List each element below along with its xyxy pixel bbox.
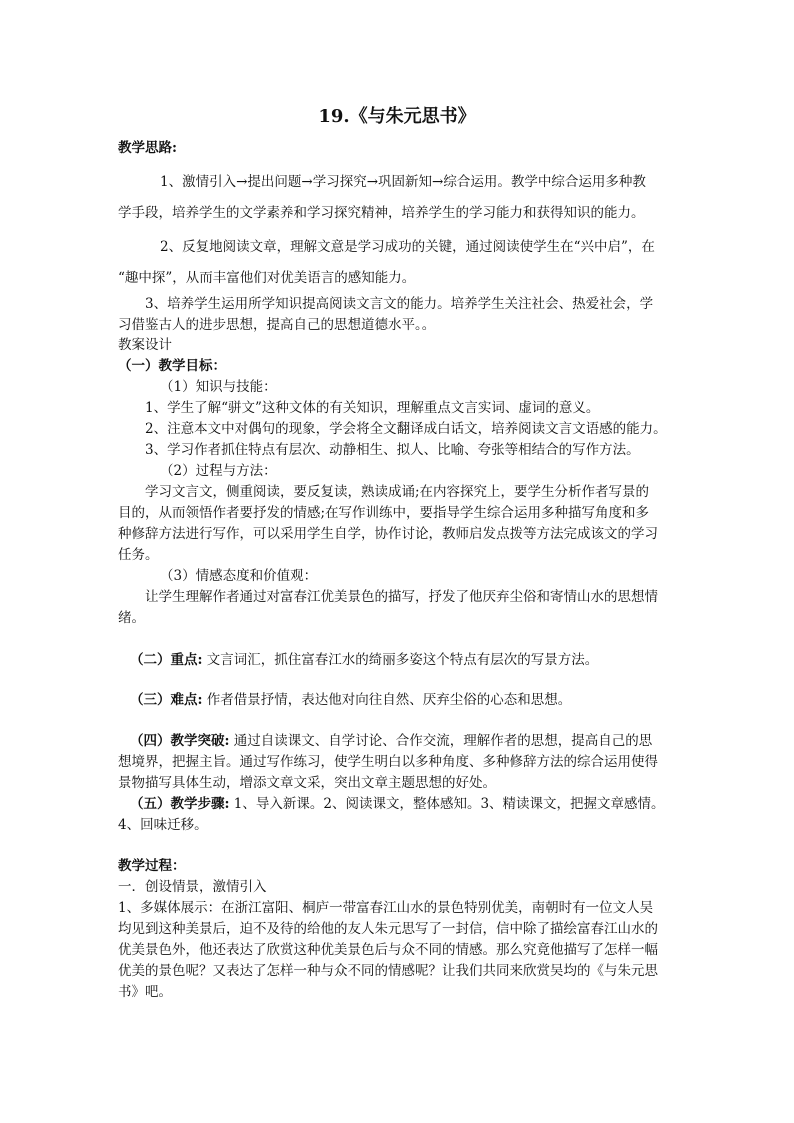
paragraph-3-line-2: 习借鉴古人的进步思想，提高自己的思想道德水平。。 xyxy=(118,317,436,333)
key-point xyxy=(130,650,690,670)
difficulty-text: 作者借景抒情，表达他对向往自然、厌弃尘俗的心态和思想。 xyxy=(202,692,572,708)
emotion-line-1: 让学生理解作者通过对富春江优美景色的描写，抒发了他厌弃尘俗和寄情山水的思想情 xyxy=(145,589,658,605)
design-heading: 教案设计 xyxy=(118,337,172,353)
breakthrough-line-2: 想境界，把握主旨。通过写作练习，使学生明白以多种角度、多种修辞方法的综合运用使得 xyxy=(118,754,658,770)
process-line-2: 目的，从而领悟作者要抒发的情感;在写作训练中，要指导学生综合运用多种描写角度和多 xyxy=(118,505,650,521)
knowledge-heading: （1）知识与技能： xyxy=(160,379,277,395)
teaching-process-heading: 教学过程： xyxy=(118,858,186,874)
multimedia-line-1: 1、多媒体展示：在浙江富阳、桐庐一带富春江山水的景色特别优美，南朝时有一位文人吴 xyxy=(118,900,654,916)
breakthrough-label: （四）教学突破: xyxy=(130,733,230,749)
knowledge-item-2: 2、注意本文中对偶句的现象，学会将全文翻译成白话文，培养阅读文言文语感的能力。 xyxy=(145,421,667,437)
paragraph-2-line-1: 2、反复地阅读文章，理解文意是学习成功的关键，通过阅读使学生在“兴中启”，在 xyxy=(160,239,655,255)
document-title: 19.《与朱元思书》 xyxy=(318,106,476,127)
process-heading: （2）过程与方法： xyxy=(160,463,277,479)
multimedia-line-5: 书》吧。 xyxy=(118,984,172,1000)
difficulty-point xyxy=(130,690,690,710)
multimedia-line-4: 优美的景色呢？又表达了怎样一种与众不同的情感呢？让我们共同来欣赏吴均的《与朱元思 xyxy=(118,963,658,979)
steps-line-2: 4、回味迁移。 xyxy=(118,817,208,833)
paragraph-1-line-1: 1、激情引入→提出问题→学习探究→巩固新知→综合运用。教学中综合运用多种教 xyxy=(160,174,646,190)
breakthrough-text: 通过自读课文、自学讨论、合作交流，理解作者的思想，提高自己的思 xyxy=(229,733,653,749)
emotion-line-2: 绪。 xyxy=(118,610,145,626)
knowledge-item-1: 1、学生了解“骈文”这种文体的有关知识，理解重点文言实词、虚词的意义。 xyxy=(145,400,600,416)
paragraph-3-line-1: 3、培养学生运用所学知识提高阅读文言文的能力。培养学生关注社会、热爱社会，学 xyxy=(145,296,654,312)
steps-text: 1、导入新课。2、阅读课文，整体感知。3、精读课文，把握文章感情。 xyxy=(229,796,665,812)
breakthrough-line-3: 景物描写具体生动，增添文章文采，突出文章主题思想的好处。 xyxy=(118,775,496,791)
steps-line-1 xyxy=(130,794,690,814)
thinking-heading: 教学思路: xyxy=(118,140,177,156)
knowledge-item-3: 3、学习作者抓住特点有层次、动静相生、拟人、比喻、夸张等相结合的写作方法。 xyxy=(145,442,640,458)
paragraph-1-line-2: 学手段，培养学生的文学素养和学习探究精神，培养学生的学习能力和获得知识的能力。 xyxy=(118,205,645,221)
paragraph-2-line-2: “趣中探”，从而丰富他们对优美语言的感知能力。 xyxy=(118,270,416,286)
difficulty-label: （三）难点: xyxy=(130,692,203,708)
multimedia-line-3: 优美景色外，他还表达了欣赏这种优美景色后与众不同的情感。那么究竟他描写了怎样一幅 xyxy=(118,942,658,958)
key-point-label: （二）重点: xyxy=(130,652,203,668)
steps-label: （五）教学步骤: xyxy=(130,796,230,812)
key-point-text: 文言词汇，抓住富春江水的绮丽多姿这个特点有层次的写景方法。 xyxy=(202,652,599,668)
process-line-4: 任务。 xyxy=(118,547,159,563)
process-line-3: 种修辞方法进行写作，可以采用学生自学，协作讨论，教师启发点拨等方法完成该文的学习 xyxy=(118,526,658,542)
goals-heading: （一）教学目标： xyxy=(118,358,226,374)
emotion-heading: （3）情感态度和价值观： xyxy=(160,568,318,584)
process-line-1: 学习文言文，侧重阅读，要反复读，熟读成诵;在内容探究上，要学生分析作者写景的 xyxy=(145,484,650,500)
section-1-heading: 一．创设情景，激情引入 xyxy=(118,879,267,895)
breakthrough-line-1 xyxy=(130,731,690,751)
multimedia-line-2: 均见到这种美景后，迫不及待的给他的友人朱元思写了一封信，信中除了描绘富春江山水的 xyxy=(118,921,658,937)
